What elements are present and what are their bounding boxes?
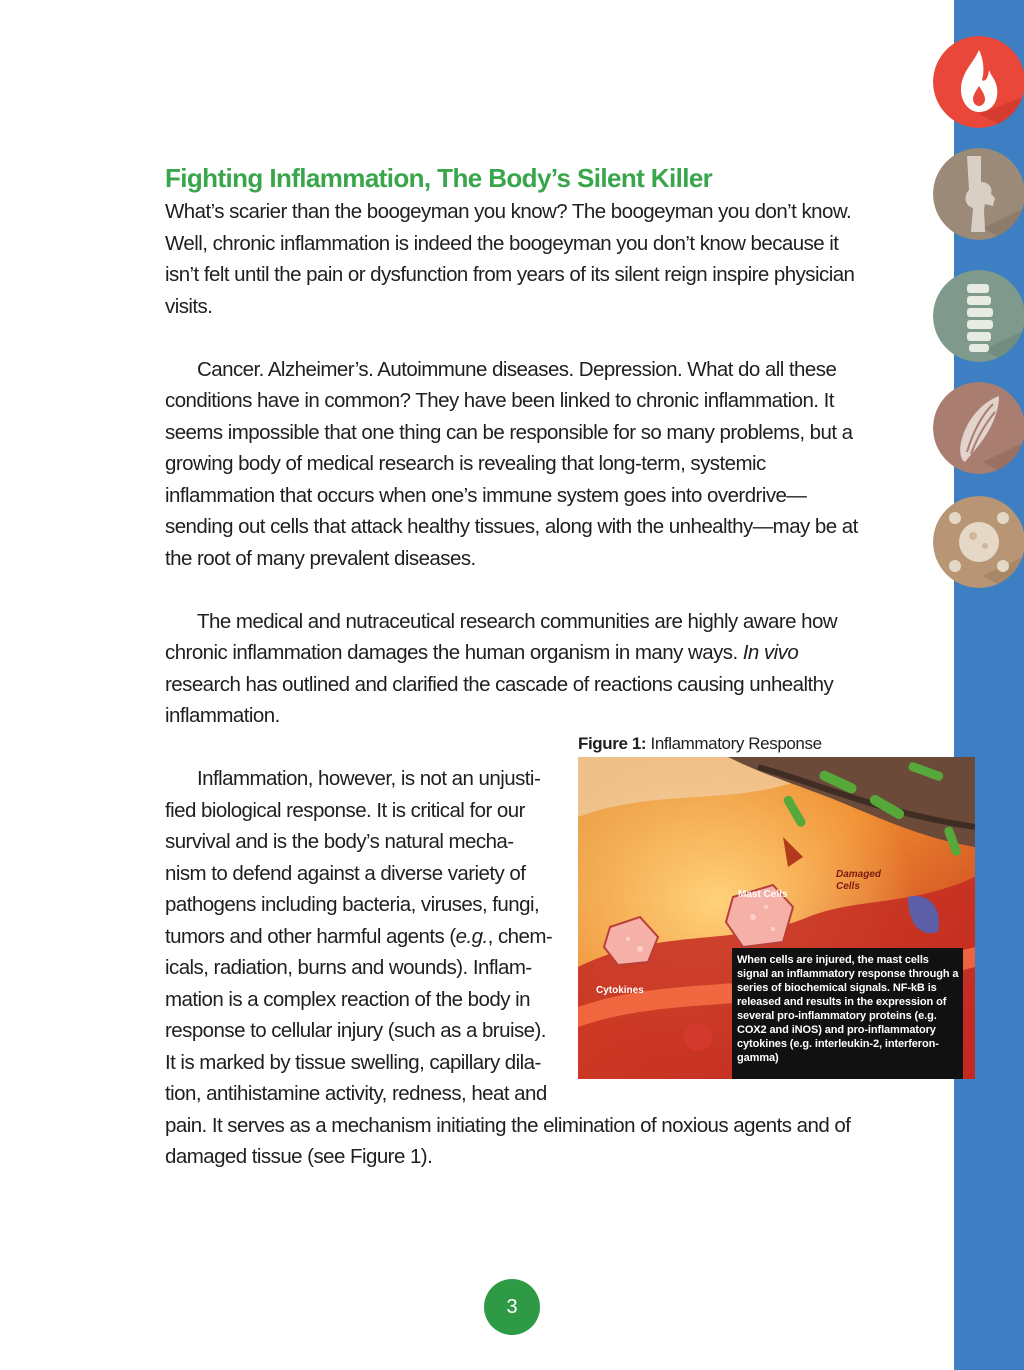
eg-pre: tumors and other harmful agents ( (165, 924, 456, 948)
wrap-line: pathogens including bacteria, viruses, fungi, (165, 893, 540, 916)
figure-caption-text: Inflammatory Response (646, 734, 822, 753)
wrap-line: survival and is the body’s natural mecha- (165, 830, 514, 853)
figure-illustration (578, 757, 975, 1079)
label-damaged-cells: Damaged Cells (836, 869, 882, 892)
wrap-line: Inflammation, however, is not an unjusti- (197, 767, 541, 790)
figure-caption-bold: Figure 1: (578, 734, 647, 753)
eg-post: , chem- (487, 924, 553, 948)
wrap-line: It is marked by tissue swelling, capillary dila- (165, 1050, 541, 1074)
label-cytokines: Cytokines (596, 985, 644, 996)
paragraph-conditions: Cancer. Alzheimer’s. Autoimmune diseases. Depression. What do all these conditions have in common? They have been linked to chronic inflammation. It seems impossible that one thing can be responsible for so many problems, but a growing body of medical research is revealing that long-term, systemic inflammation that occurs when one’s immune system goes into overdrive—sending out cells that attack healthy tissues, along with the unhealthy—may be at the root of many prevalent diseases. (165, 357, 858, 570)
paragraph-research-text-a: The medical and nutraceutical research communities are highly aware how chronic inflammation damages the human organism in many ways. (165, 609, 838, 664)
flame-drop-icon (933, 36, 1024, 128)
spine-icon (933, 270, 1024, 362)
paragraph-research (165, 606, 865, 732)
wrap-line: response to cellular injury (such as a bruise). (165, 1019, 546, 1042)
figure-caption (578, 732, 975, 756)
wrap-line: icals, radiation, burns and wounds). Inflam- (165, 956, 532, 979)
wrap-line: fied biological response. It is critical for our (165, 798, 525, 822)
eg-italic: e.g. (455, 924, 488, 948)
article-title: Fighting Inflammation, The Body’s Silent Killer (165, 163, 713, 193)
label-mast-cells: Mast Cells (738, 889, 788, 900)
cell-icon (933, 496, 1024, 588)
paragraph-research-text-b: research has outlined and clarified the cascade of reactions causing unhealthy inflammation. (165, 672, 834, 727)
page-number: 3 (484, 1279, 540, 1335)
figure-note: When cells are injured, the mast cells signal an inflammatory response through a series of biochemical signals. NF-kB is released and results in the expression of several pro-inflammatory proteins (e.g. COX2 and iNOS) and pro-inflammatory cytokines (e.g. interleukin-2, interferon-gamma) (732, 948, 963, 1079)
knee-joint-icon (933, 148, 1024, 240)
wrap-line: nism to defend against a diverse variety of (165, 861, 526, 885)
wrap-line: tion, antihistamine activity, redness, heat and (165, 1082, 547, 1105)
muscle-icon (933, 382, 1024, 474)
wrap-line: mation is a complex reaction of the body in (165, 987, 530, 1011)
paragraph-tail: pain. It serves as a mechanism initiating the elimination of noxious agents and of damaged tissue (see Figure 1). (165, 1113, 851, 1168)
figure-inflammatory-response (578, 732, 975, 1079)
paragraph-intro: What’s scarier than the boogeyman you know? The boogeyman you don’t know. Well, chronic inflammation is indeed the boogeyman you don’t know because it isn’t felt until the pain or dysfunction from years of its silent reign inspire physician visits. (165, 200, 855, 318)
in-vivo-italic: In vivo (742, 641, 799, 664)
